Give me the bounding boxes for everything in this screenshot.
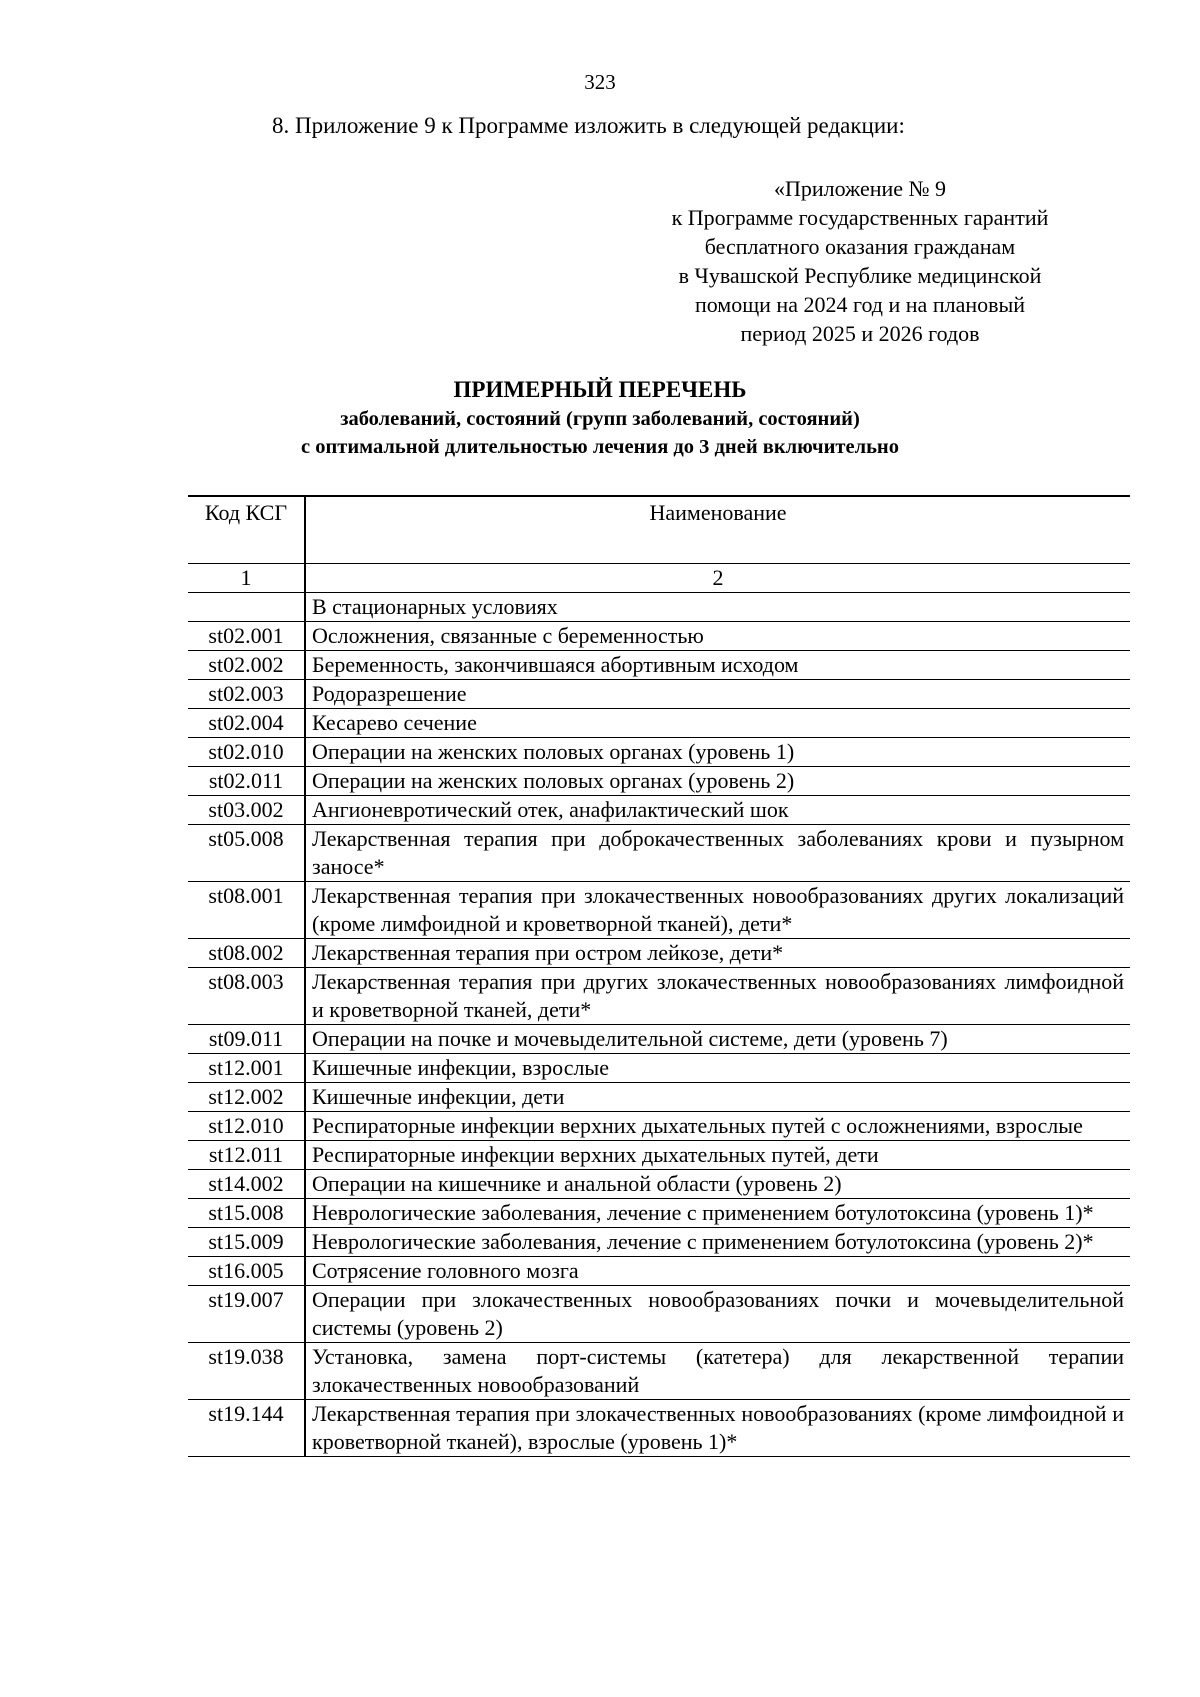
ksg-name: Кишечные инфекции, взрослые	[312, 1055, 609, 1080]
ksg-code: st02.001	[188, 622, 305, 651]
table-row	[188, 1199, 1130, 1228]
table-row	[188, 767, 1130, 796]
table-row	[188, 680, 1130, 709]
ksg-name: Лекарственная терапия при злокачественных новообразованиях других локализаций (кроме лимфоидной и кроветворной тканей), дети*	[312, 883, 1124, 936]
ksg-name: Сотрясение головного мозга	[312, 1258, 579, 1283]
table-section-row	[188, 593, 1130, 622]
ksg-code: st02.011	[188, 767, 305, 796]
title-subtitle: с оптимальной длительностью лечения до 3 дней включительно	[301, 436, 899, 458]
ksg-code: st08.002	[188, 939, 305, 968]
ksg-code: st15.008	[188, 1199, 305, 1228]
ksg-name: Операции на почке и мочевыделительной системе, дети (уровень 7)	[312, 1026, 948, 1051]
ksg-table	[188, 495, 1130, 1457]
ksg-code: st19.038	[188, 1343, 305, 1400]
table-row	[188, 1286, 1130, 1343]
table-row	[188, 1257, 1130, 1286]
ksg-name: Операции на кишечнике и анальной области (уровень 2)	[312, 1171, 842, 1196]
table-row	[188, 709, 1130, 738]
appendix-line: к Программе государственных гарантий	[671, 205, 1049, 230]
table-row	[188, 1112, 1130, 1141]
appendix-header	[625, 174, 1095, 348]
table-row	[188, 882, 1130, 939]
table-header-row	[188, 496, 1130, 564]
table-row	[188, 796, 1130, 825]
ksg-name: Операции на женских половых органах (уровень 1)	[312, 739, 795, 764]
appendix-line: помощи на 2024 год и на плановый	[694, 292, 1026, 317]
header-code: Код КСГ	[188, 496, 305, 564]
ksg-name: Лекарственная терапия при доброкачественных заболеваниях крови и пузырном заносе*	[312, 826, 1124, 879]
ksg-name: Родоразрешение	[312, 681, 467, 706]
ksg-code: st16.005	[188, 1257, 305, 1286]
ksg-name: Установка, замена порт-системы (катетера) для лекарственной терапии злокачественных новообразований	[312, 1344, 1124, 1397]
table-row	[188, 1228, 1130, 1257]
ksg-code: st19.144	[188, 1400, 305, 1457]
ksg-name: Лекарственная терапия при других злокачественных новообразованиях лимфоидной и кроветворной тканей, дети*	[312, 969, 1124, 1022]
ksg-name: Осложнения, связанные с беременностью	[312, 623, 704, 648]
ksg-code: st03.002	[188, 796, 305, 825]
ksg-name: Операции на женских половых органах (уровень 2)	[312, 768, 795, 793]
ksg-table-body	[188, 496, 1130, 1457]
ksg-name: Неврологические заболевания, лечение с применением ботулотоксина (уровень 2)*	[312, 1229, 1094, 1254]
table-row	[188, 738, 1130, 767]
title-main: ПРИМЕРНЫЙ ПЕРЕЧЕНЬ	[453, 377, 747, 402]
ksg-code: st12.001	[188, 1054, 305, 1083]
ksg-name: Ангионевротический отек, анафилактический шок	[312, 797, 789, 822]
ksg-name: Лекарственная терапия при остром лейкозе, дети*	[312, 940, 784, 965]
ksg-code: st12.011	[188, 1141, 305, 1170]
table-row	[188, 1141, 1130, 1170]
ksg-code: st15.009	[188, 1228, 305, 1257]
table-row	[188, 1400, 1130, 1457]
ksg-name: Беременность, закончившаяся абортивным исходом	[312, 652, 799, 677]
ksg-name: Респираторные инфекции верхних дыхательных путей с осложнениями, взрослые	[312, 1113, 1083, 1138]
ksg-code: st02.003	[188, 680, 305, 709]
ksg-name: Кесарево сечение	[312, 710, 477, 735]
table-row	[188, 1343, 1130, 1400]
appendix-line: период 2025 и 2026 годов	[740, 321, 980, 346]
section-code-cell	[188, 593, 305, 622]
appendix-line: бесплатного оказания гражданам	[704, 234, 1016, 259]
title-subtitle: заболеваний, состояний (групп заболеваний, состояний)	[340, 408, 860, 430]
column-number: 2	[712, 565, 724, 590]
ksg-name: Кишечные инфекции, дети	[312, 1084, 565, 1109]
ksg-code: st12.010	[188, 1112, 305, 1141]
page-number: 323	[584, 70, 616, 94]
ksg-code: st02.004	[188, 709, 305, 738]
ksg-code: st08.001	[188, 882, 305, 939]
document-title	[0, 375, 1200, 461]
appendix-line: «Приложение № 9	[773, 176, 947, 201]
ksg-code: st14.002	[188, 1170, 305, 1199]
ksg-name: Неврологические заболевания, лечение с применением ботулотоксина (уровень 1)*	[312, 1200, 1094, 1225]
ksg-code: st08.003	[188, 968, 305, 1025]
ksg-code: st19.007	[188, 1286, 305, 1343]
ksg-code: st02.002	[188, 651, 305, 680]
appendix-line: в Чувашской Республике медицинской	[678, 263, 1042, 288]
table-row	[188, 651, 1130, 680]
table-row	[188, 1054, 1130, 1083]
section-label: В стационарных условиях	[312, 594, 558, 619]
column-number: 1	[188, 564, 305, 593]
ksg-name: Операции при злокачественных новообразованиях почки и мочевыделительной системы (уровень 2)	[312, 1287, 1124, 1340]
table-row	[188, 1025, 1130, 1054]
table-row	[188, 939, 1130, 968]
table-row	[188, 825, 1130, 882]
ksg-code: st09.011	[188, 1025, 305, 1054]
ksg-code: st12.002	[188, 1083, 305, 1112]
table-column-numbers-row	[188, 564, 1130, 593]
header-name: Наименование	[649, 500, 787, 525]
instruction-text: 8. Приложение 9 к Программе изложить в следующей редакции:	[272, 113, 905, 138]
ksg-code: st05.008	[188, 825, 305, 882]
ksg-code: st02.010	[188, 738, 305, 767]
ksg-name: Лекарственная терапия при злокачественных новообразованиях (кроме лимфоидной и кроветворной тканей), взрослые (уровень 1)*	[312, 1401, 1124, 1454]
table-row	[188, 1083, 1130, 1112]
table-row	[188, 968, 1130, 1025]
table-row	[188, 622, 1130, 651]
table-row	[188, 1170, 1130, 1199]
ksg-name: Респираторные инфекции верхних дыхательных путей, дети	[312, 1142, 879, 1167]
